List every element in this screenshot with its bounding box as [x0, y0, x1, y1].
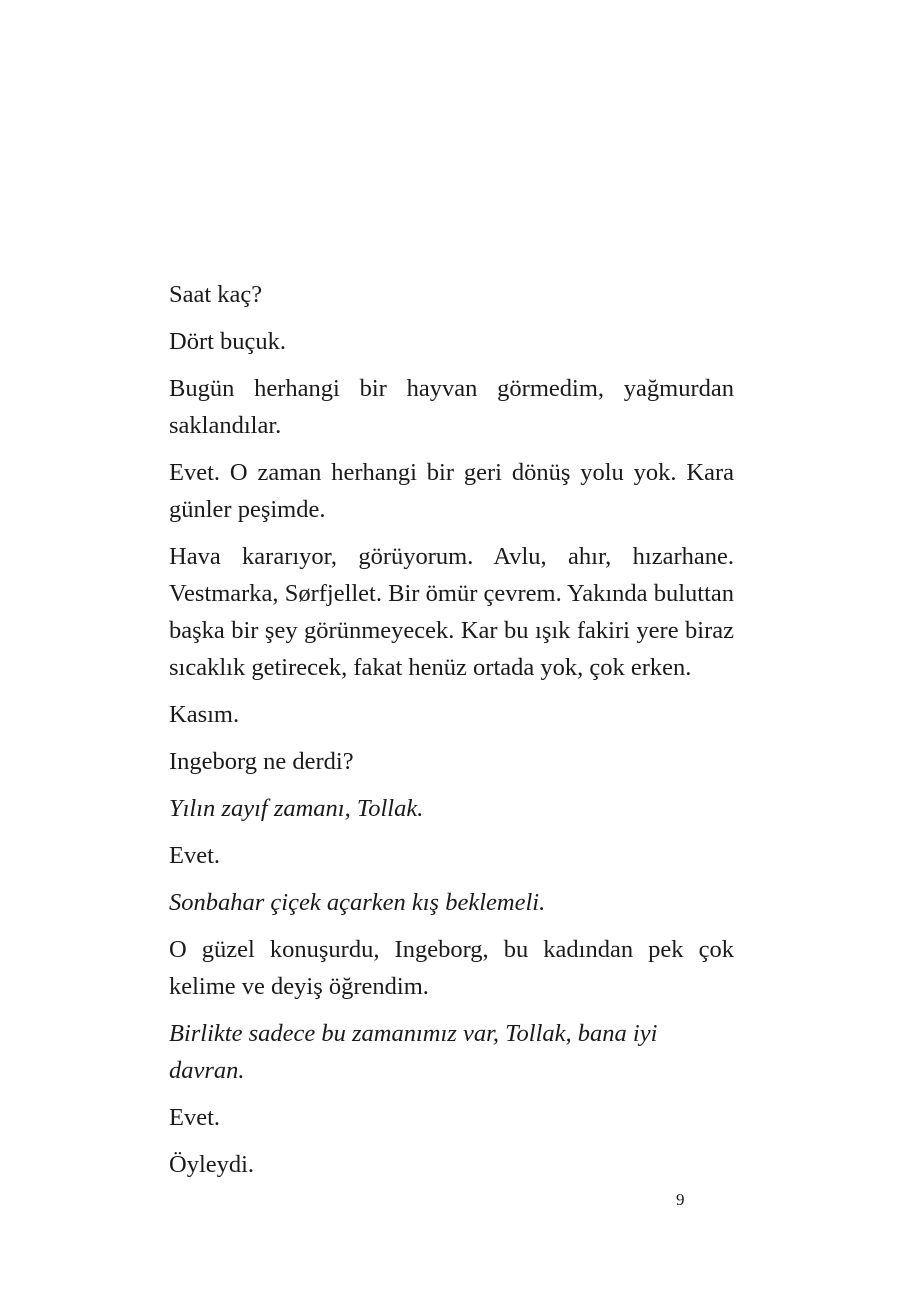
paragraph-quote-weak-time: Yılın zayıf zamanı, Tollak. [169, 795, 424, 822]
paragraph-quote-together: Birlikte sadece bu zamanımız var, Tollak, bana iyi davran. [169, 1020, 658, 1084]
paragraph-yes-1: Evet. [169, 842, 221, 869]
paragraph-getting-dark: Hava kararıyor, görüyorum. Avlu, ahır, hızarhane. Vestmarka, Sørfjellet. Bir ömür çevrem. Yakında buluttan başka bir şey görünmeyecek. Kar bu ışık fakiri yere biraz sıcaklık getirecek, fakat henüz ortada yok, çok erken. [169, 543, 734, 681]
paragraph-no-animals: Bugün herhangi bir hayvan görmedim, yağmurdan saklandılar. [169, 375, 734, 439]
paragraph-answer-time: Dört buçuk. [169, 328, 287, 355]
paragraph-november: Kasım. [169, 701, 240, 728]
paragraph-ingeborg-question: Ingeborg ne derdi? [169, 748, 354, 775]
paragraph-quote-autumn: Sonbahar çiçek açarken kış beklemeli. [169, 889, 546, 916]
paragraph-ingeborg-speech: O güzel konuşurdu, Ingeborg, bu kadından pek çok kelime ve deyiş öğrendim. [169, 936, 734, 1000]
paragraph-question-time: Saat kaç? [169, 281, 263, 308]
paragraph-it-was: Öyleydi. [169, 1151, 255, 1178]
paragraph-dark-days: Evet. O zaman herhangi bir geri dönüş yolu yok. Kara günler peşimde. [169, 459, 734, 523]
paragraph-yes-2: Evet. [169, 1104, 221, 1131]
page-body [169, 276, 734, 1193]
page-number: 9 [676, 1190, 685, 1209]
